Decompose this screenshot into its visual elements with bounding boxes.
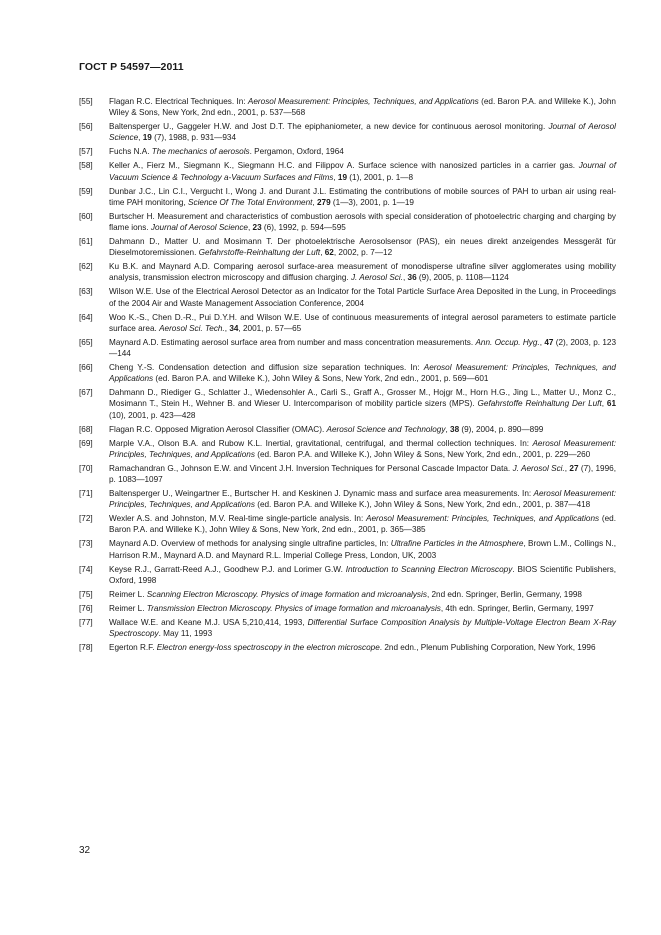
reference-segment: . May 11, 1993 (158, 629, 213, 639)
reference-segment: , (564, 463, 570, 473)
reference-item (79, 488, 616, 510)
reference-segment: . 2nd edn., Plenum Publishing Corporation, New York, 1996 (379, 643, 596, 653)
reference-number: [66] (79, 363, 93, 373)
reference-segment: (10), 2001, p. 423—428 (109, 410, 196, 420)
reference-segment: , 2002, p. 7—12 (333, 248, 393, 258)
reference-segment: (7), 1988, p. 931—934 (151, 133, 237, 143)
reference-list (79, 96, 616, 656)
reference-segment: Egerton R.F. (109, 643, 157, 653)
reference-text (109, 489, 616, 509)
reference-text (109, 388, 616, 419)
reference-item (79, 337, 616, 359)
reference-number: [67] (79, 388, 93, 398)
reference-segment: 19 (142, 133, 152, 143)
reference-number: [55] (79, 97, 93, 106)
reference-segment: Science Of The Total Environment (188, 197, 313, 207)
reference-segment: Flagan R.C. Opposed Migration Aerosol Classifier (OMAC). (109, 424, 327, 434)
reference-segment: Flagan R.C. Electrical Techniques. In: (109, 97, 248, 106)
reference-text (109, 618, 616, 638)
reference-text (109, 212, 616, 232)
reference-number: [76] (79, 603, 93, 613)
reference-item (79, 438, 616, 460)
reference-segment: Reimer L. (109, 589, 147, 599)
reference-segment: (ed. Baron P.A. and Willeke K.), John Wiley & Sons, New York, 2nd edn., 2001, p. 229—260 (254, 449, 591, 459)
reference-number: [70] (79, 463, 93, 473)
reference-segment: Differential Surface Composition Analysis by Multiple-Voltage Electron Beam X-Ray Spectroscopy (109, 617, 616, 639)
reference-segment: , (320, 248, 325, 258)
reference-item (79, 589, 616, 600)
reference-text (109, 161, 616, 181)
reference-segment: . Pergamon, Oxford, 1964 (249, 147, 344, 157)
reference-segment: Maynard A.D. Estimating aerosol surface area from number and mass concentration measurements. (109, 337, 476, 347)
reference-item (79, 538, 616, 560)
reference-text (109, 464, 616, 484)
reference-segment: Wallace W.E. and Keane M.J. USA 5,210,414, 1993, (109, 617, 308, 627)
reference-text (109, 604, 594, 613)
reference-number: [77] (79, 617, 93, 627)
reference-number: [74] (79, 564, 93, 574)
reference-number: [58] (79, 161, 93, 171)
reference-segment: (7), 1996, p. 1083—1097 (109, 463, 616, 485)
reference-segment: , (601, 399, 607, 409)
reference-segment: Aerosol Sci. Tech. (159, 323, 225, 333)
reference-number: [57] (79, 147, 93, 157)
reference-text (109, 363, 616, 383)
reference-segment: Cheng Y.-S. Condensation detection and diffusion size separation techniques. In: (109, 363, 424, 373)
reference-number: [69] (79, 438, 93, 448)
reference-segment: (1), 2001, p. 1—8 (347, 172, 414, 182)
reference-segment: Fuchs N.A. (109, 147, 152, 157)
reference-segment: , 2nd edn. Springer, Berlin, Germany, 1998 (426, 589, 582, 599)
reference-segment: The mechanics of aerosols (151, 147, 250, 157)
reference-segment: 19 (337, 172, 348, 182)
reference-segment: (ed. Baron P.A. and Willeke K.), John Wiley & Sons, New York, 2nd edn., 2001, p. 537—568 (109, 97, 616, 118)
reference-text (109, 262, 616, 282)
reference-item (79, 564, 616, 586)
reference-segment: (6), 1992, p. 594—595 (261, 223, 346, 233)
reference-segment: Burtscher H. Measurement and characteristics of combustion aerosols with special consideration of photoelectric charging and charging by flame ions. (109, 211, 616, 233)
reference-text (109, 313, 616, 333)
reference-segment: Journal of Aerosol Science (109, 122, 616, 143)
reference-segment: Gefahrstoffe Reinhaltung Der Luft (477, 399, 602, 409)
reference-segment: Dahmann D., Matter U. and Mosimann T. Der photoelektrische Aerosolsensor (PAS), ein neues direkt anzeigendes Messgerät für Dieselmotoremissionen. (109, 237, 616, 258)
reference-segment: 47 (544, 337, 554, 347)
reference-segment: Ann. Occup. Hyg. (475, 337, 540, 347)
reference-segment: Woo K.-S., Chen D.-R., Pui D.Y.H. and Wilson W.E. Use of continuous measurements of integral aerosol parameters to estimate particle surface area. (109, 312, 616, 333)
reference-item (79, 261, 616, 283)
reference-segment: Maynard A.D. Overview of methods for analysing single ultrafine particles, In: (109, 539, 391, 549)
reference-item (79, 211, 616, 233)
reference-item (79, 186, 616, 208)
reference-number: [59] (79, 186, 93, 196)
page-number: 32 (79, 845, 91, 856)
reference-segment: , (539, 337, 545, 347)
reference-number: [68] (79, 424, 93, 434)
reference-number: [61] (79, 237, 93, 247)
reference-segment: Ramachandran G., Johnson E.W. and Vincent J.H. Inversion Techniques for Personal Cascade Impactor Data. (109, 463, 513, 473)
reference-segment: , (247, 223, 253, 233)
reference-segment: Keyse R.J., Garratt-Reed A.J., Goodhew P.J. and Lorimer G.W. (109, 564, 346, 574)
reference-segment: . BIOS Scientific Publishers, Oxford, 1998 (109, 564, 616, 585)
reference-text (109, 514, 616, 534)
reference-text (109, 122, 616, 142)
reference-item (79, 603, 616, 614)
reference-segment: , 4th edn. Springer, Berlin, Germany, 1997 (440, 603, 594, 613)
reference-item (79, 617, 616, 639)
reference-segment: Transmission Electron Microscopy. Physics of image formation and microanalysis (146, 603, 441, 613)
reference-segment: Introduction to Scanning Electron Microscopy (345, 564, 513, 574)
reference-text (109, 237, 616, 257)
reference-segment: (1—3), 2001, p. 1—19 (330, 197, 414, 207)
reference-item (79, 312, 616, 334)
reference-segment: (2), 2003, p. 123—144 (109, 337, 617, 359)
document-header: ГОСТ Р 54597—2011 (79, 61, 184, 73)
reference-text (109, 338, 616, 358)
reference-segment: Aerosol Measurement: Principles, Techniques, and Applications (109, 363, 616, 384)
reference-segment: , (138, 133, 143, 143)
reference-text (109, 97, 616, 117)
reference-number: [65] (79, 337, 93, 347)
reference-segment: Electron energy-loss spectroscopy in the electron microscope (156, 643, 380, 653)
reference-item (79, 236, 616, 258)
reference-number: [56] (79, 122, 93, 132)
reference-number: [71] (79, 489, 93, 499)
reference-item (79, 96, 616, 118)
reference-segment: Dunbar J.C., Lin C.I., Vergucht I., Wong J. and Durant J.L. Estimating the contributions of mobile sources of PAH to urban air using real-time PAH monitoring, (109, 186, 616, 207)
reference-segment: Aerosol Measurement: Principles, Techniques, and Applications (247, 97, 479, 106)
reference-segment: Baltensperger U., Gaggeler H.W. and Jost D.T. The epiphaniometer, a new device for continuous aerosol monitoring. (109, 122, 549, 132)
reference-segment: J. Aerosol Sci. (512, 463, 565, 473)
reference-text (109, 590, 582, 599)
reference-number: [78] (79, 643, 93, 653)
reference-text (109, 287, 616, 307)
reference-number: [72] (79, 514, 93, 524)
reference-text (109, 439, 616, 459)
reference-number: [75] (79, 589, 93, 599)
reference-segment: Dahmann D., Riediger G., Schlatter J., Wiedensohler A., Carli S., Graff A., Grosser M., Hojgr M., Horn H.G., Jing L., Matter U., Monz C., Mosimann T., Stein H., Wehner B. and Wieser U. Intercomparison of mobility particle sizers (MPS). (109, 388, 616, 409)
reference-number: [63] (79, 287, 93, 297)
reference-segment: Journal of Vacuum Science & Technology a-Vacuum Surfaces and Films (109, 161, 616, 182)
reference-segment: , (445, 424, 451, 434)
reference-text (109, 187, 616, 207)
reference-segment: Ku B.K. and Maynard A.D. Comparing aerosol surface-area measurement of monodisperse ultrafine silver agglomerates using mobility analysis, transmission electron microscopy and diffusion charging. (109, 262, 616, 283)
reference-item (79, 146, 616, 157)
reference-segment: Keller A., Fierz M., Siegmann K., Siegmann H.C. and Filippov A. Surface science with nanosized particles in a carrier gas. (109, 161, 579, 171)
reference-segment: , 2001, p. 57—65 (238, 323, 302, 333)
reference-segment: 61 (606, 399, 616, 409)
reference-segment: Aerosol Measurement: Principles, Techniques, and Applications (366, 514, 600, 524)
reference-text (109, 147, 344, 156)
reference-item (79, 286, 616, 308)
reference-segment: Journal of Aerosol Science (150, 223, 248, 233)
reference-segment: 279 (316, 197, 331, 207)
reference-segment: Wilson W.E. Use of the Electrical Aerosol Detector as an Indicator for the Total Particle Surface Area Deposited in the Lung, in Proceedings of the 2004 Air and Waste Management Association Conference, 2004 (109, 287, 616, 308)
reference-segment: , (224, 323, 230, 333)
reference-segment: Scanning Electron Microscopy. Physics of image formation and microanalysis (146, 589, 427, 599)
reference-number: [73] (79, 539, 93, 549)
reference-item (79, 424, 616, 435)
reference-segment: Reimer L. (109, 603, 147, 613)
reference-segment: 27 (569, 463, 579, 473)
reference-item (79, 362, 616, 384)
reference-segment: 62 (324, 248, 334, 258)
reference-segment: Aerosol Science and Technology (326, 424, 446, 434)
reference-segment: 36 (407, 273, 417, 283)
reference-item (79, 160, 616, 182)
reference-text (109, 565, 616, 585)
reference-segment: , (333, 172, 338, 182)
reference-number: [60] (79, 211, 93, 221)
reference-segment: (9), 2004, p. 890—899 (459, 424, 544, 434)
reference-item (79, 513, 616, 535)
reference-number: [62] (79, 262, 93, 272)
reference-item (79, 463, 616, 485)
reference-item (79, 642, 616, 653)
reference-text (109, 643, 596, 652)
reference-segment: Aerosol Measurement: Principles, Techniques, and Applications (109, 489, 616, 510)
reference-segment: J. Aerosol Sci. (350, 273, 403, 283)
reference-segment: Marple V.A., Olson B.A. and Rubow K.L. Inertial, gravitational, centrifugal, and thermal collection techniques. In: (109, 438, 533, 448)
reference-item (79, 121, 616, 143)
reference-segment: , (312, 197, 317, 207)
reference-segment: Baltensperger U., Weingartner E., Burtscher H. and Keskinen J. Dynamic mass and surface area measurements. In: (109, 489, 534, 499)
reference-segment: Wexler A.S. and Johnston, M.V. Real-time single-particle analysis. In: (109, 514, 367, 524)
reference-segment: (ed. Baron P.A. and Willeke K.), John Wiley & Sons, New York, 2nd edn., 2001, p. 365—385 (109, 514, 616, 535)
reference-segment: , (402, 273, 408, 283)
reference-segment: , Brown L.M., Collings N., Harrison R.M., Maynard A.D. and Maynard R.L. Imperial College Press, London, UK, 2003 (109, 539, 616, 560)
reference-segment: Ultrafine Particles in the Atmosphere (390, 539, 524, 549)
reference-segment: 34 (229, 323, 239, 333)
reference-segment: 38 (450, 424, 460, 434)
reference-segment: 23 (252, 223, 262, 233)
reference-text (109, 539, 616, 559)
reference-segment: (9), 2005, p. 1108—1124 (416, 273, 509, 283)
reference-segment: (ed. Baron P.A. and Willeke K.), John Wiley & Sons, New York, 2nd edn., 2001, p. 387—418 (254, 500, 591, 510)
reference-segment: Aerosol Measurement: Principles, Techniques, and Applications (109, 438, 616, 459)
reference-number: [64] (79, 312, 93, 322)
reference-text (109, 425, 543, 434)
reference-segment: Gefahrstoffe-Reinhaltung der Luft (198, 248, 321, 258)
reference-item (79, 387, 616, 421)
reference-segment: (ed. Baron P.A. and Willeke K.), John Wiley & Sons, New York, 2nd edn., 2001, p. 569—601 (153, 374, 489, 384)
